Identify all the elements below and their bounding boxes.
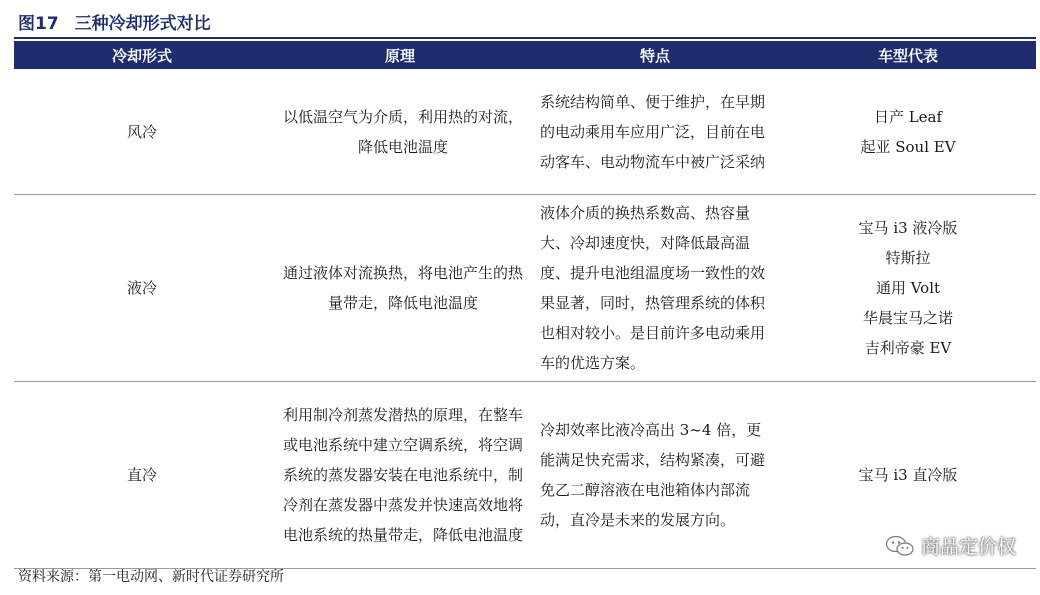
wechat-icon <box>885 534 915 558</box>
cell-features: 液体介质的换热系数高、热容量大、冷却速度快，对降低最高温度、提升电池组温度场一致性的效果显著，同时，热管理系统的体积也相对较小。是目前许多电动乘用车的优选方案。 <box>530 195 780 382</box>
table-header-row <box>14 41 1036 69</box>
source-note: 资料来源：第一电动网、新时代证券研究所 <box>18 569 284 585</box>
cell-models <box>780 69 1036 195</box>
model-item: 特斯拉 <box>885 249 931 267</box>
cell-features: 系统结构简单、便于维护，在早期的电动乘用车应用广泛，目前在电动客车、电动物流车中被广泛采纳 <box>530 69 780 195</box>
cell-cooling-type: 液冷 <box>14 195 270 382</box>
model-item: 宝马 i3 液冷版 <box>858 219 958 237</box>
watermark-text: 商品定价权 <box>920 536 1016 558</box>
model-item: 吉利帝豪 EV <box>864 339 952 357</box>
watermark <box>885 532 1016 559</box>
header-principle: 原理 <box>270 41 530 69</box>
title-divider <box>14 37 1036 39</box>
model-item: 华晨宝马之诺 <box>862 309 953 327</box>
model-item: 日产 Leaf <box>873 107 943 126</box>
header-features: 特点 <box>530 41 780 69</box>
model-item: 通用 Volt <box>875 279 941 297</box>
table-row-direct-cooling <box>14 382 1036 569</box>
cell-principle: 以低温空气为介质，利用热的对流，降低电池温度 <box>270 69 530 195</box>
model-item: 宝马 i3 直冷版 <box>858 466 958 484</box>
header-cooling-type: 冷却形式 <box>14 41 270 69</box>
cell-principle: 通过液体对流换热，将电池产生的热量带走，降低电池温度 <box>270 195 530 382</box>
header-models: 车型代表 <box>780 41 1036 69</box>
cell-features: 冷却效率比液冷高出 3~4 倍，更能满足快充需求，结构紧凑，可避免乙二醇溶液在电池箱体内部流动，直冷是未来的发展方向。 <box>530 382 780 569</box>
cell-principle: 利用制冷剂蒸发潜热的原理，在整车或电池系统中建立空调系统，将空调系统的蒸发器安装在电池系统中，制冷剂在蒸发器中蒸发并快速高效地将电池系统的热量带走，降低电池温度 <box>270 382 530 569</box>
cell-cooling-type: 直冷 <box>14 382 270 569</box>
cell-cooling-type: 风冷 <box>14 69 270 195</box>
cell-models <box>780 195 1036 382</box>
cooling-comparison-table <box>14 41 1036 569</box>
figure-caption: 三种冷却形式对比 <box>74 13 211 34</box>
figure-number: 图17 <box>18 13 59 34</box>
figure-title <box>18 8 211 34</box>
table-row-liquid-cooling <box>14 195 1036 382</box>
table-row-air-cooling <box>14 69 1036 195</box>
model-item: 起亚 Soul EV <box>860 137 956 156</box>
